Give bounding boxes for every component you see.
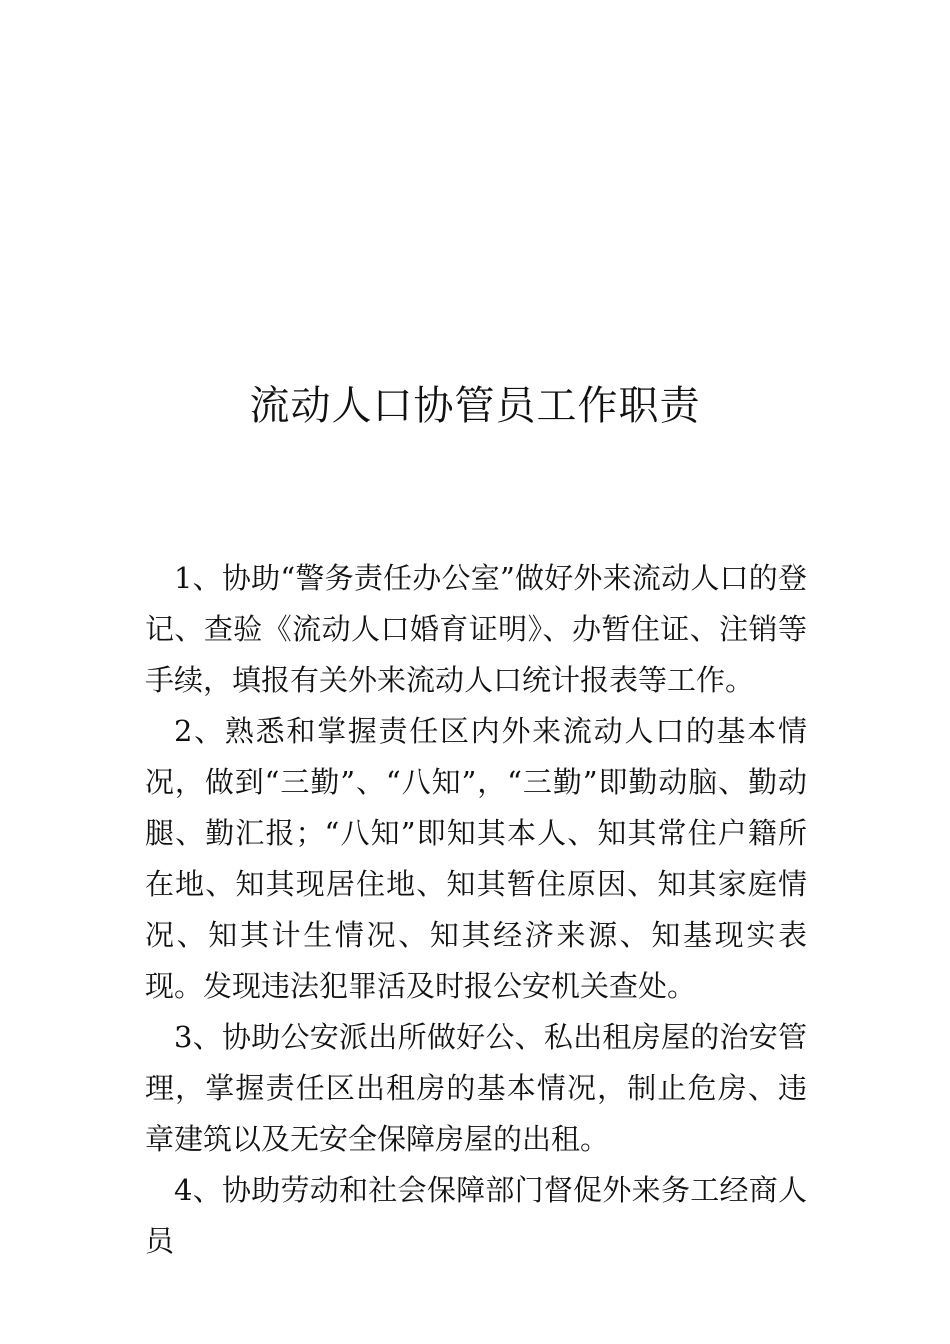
paragraph-2: 2、熟悉和掌握责任区内外来流动人口的基本情况，做到“三勤”、“八知”，“三勤”即勤动脑、勤动腿、勤汇报；“八知”即知其本人、知其常住户籍所在地、知其现居住地、知其暂住原因、知其家庭情况、知其计生情况、知其经济来源、知基现实表现。发现违法犯罪活及时报公安机关查处。 — [145, 714, 807, 1003]
paragraph-4: 4、协助劳动和社会保障部门督促外来务工经商人员 — [145, 1173, 807, 1258]
paragraph-1: 1、协助“警务责任办公室”做好外来流动人口的登记、查验《流动人口婚育证明》、办暂住证、注销等手续，填报有关外来流动人口统计报表等工作。 — [145, 561, 807, 697]
paragraph-3: 3、协助公安派出所做好公、私出租房屋的治安管理，掌握责任区出租房的基本情况，制止危房、违章建筑以及无安全保障房屋的出租。 — [145, 1020, 807, 1156]
document-body — [145, 553, 807, 1267]
document-title: 流动人口协管员工作职责 — [249, 383, 701, 429]
